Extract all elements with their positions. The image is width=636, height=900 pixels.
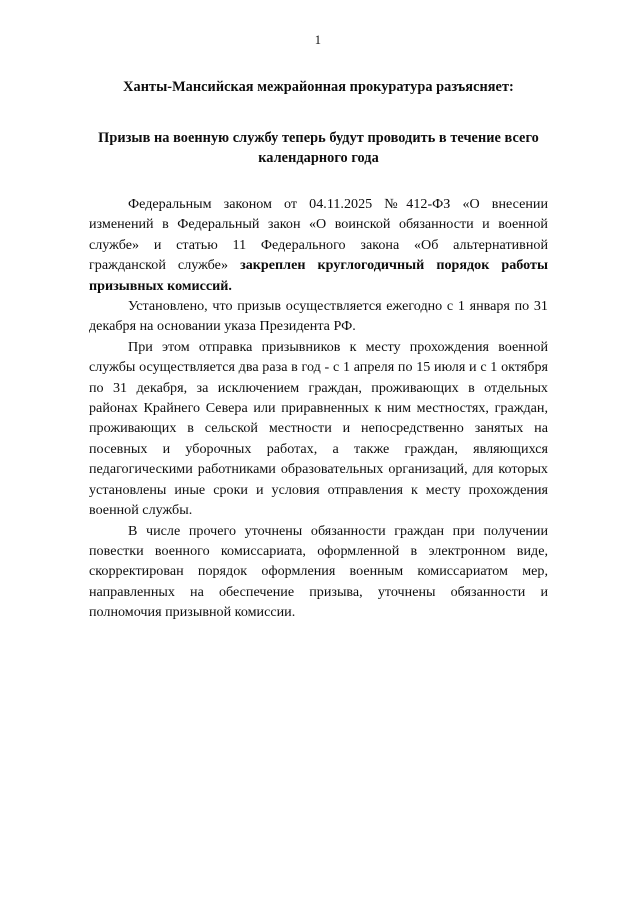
paragraph-1 [89, 194, 548, 296]
paragraph-4: В числе прочего уточнены обязанности граждан при получении повестки военного комиссариата, оформленной в электронном виде, скорректирован порядок оформления военным комиссариатом мер, направленных на обеспечение призыва, уточнены обязанности и полномочия призывной комиссии. [89, 522, 548, 621]
paragraph-2: Установлено, что призыв осуществляется ежегодно с 1 января по 31 декабря на основании указа Президента РФ. [89, 298, 548, 335]
article-title-line-2: календарного года [258, 150, 379, 166]
paragraph-1-bold: закреплен круглогодичный порядок работы призывных комиссий. [89, 257, 548, 294]
prosecutor-office-heading: Ханты-Мансийская межрайонная прокуратура разъясняет: [123, 79, 514, 95]
article-title-line-1: Призыв на военную службу теперь будут проводить в течение всего [98, 130, 539, 146]
article-title [89, 128, 548, 168]
page-number: 1 [314, 33, 322, 47]
document-body [89, 78, 548, 623]
paragraph-3: При этом отправка призывников к месту прохождения военной службы осуществляется два раза в год - с 1 апреля по 15 июля и с 1 октября по 31 декабря, за исключением граждан, проживающих в отдельных районах Крайнего Севера или приравненных к ним местностях, граждан, проживающих в сельской местности и непосредственно занятых на посевных и уборочных работах, а также граждан, являющихся педагогическими работниками образовательных организаций, для которых установлены иные сроки и условия отправления к месту прохождения военной службы. [89, 338, 548, 519]
paragraph-1-regular: Федеральным законом от 04.11.2025 №412-ФЗ «О внесении изменений в Федеральный закон «О воинской обязанности и военной службе» и статью 11 Федерального закона «Об альтернативной гражданской службе» [89, 196, 548, 274]
